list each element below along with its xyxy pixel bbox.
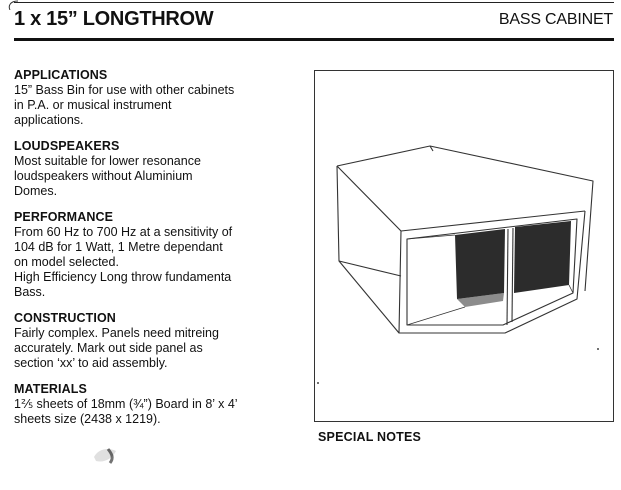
spec-column xyxy=(14,68,309,438)
category-label: BASS CABINET xyxy=(498,11,613,28)
section-body: 1⅖ sheets of 18mm (¾”) Board in 8’ x 4’ sheets size (2438 x 1219). xyxy=(14,397,238,426)
section-heading: LOUDSPEAKERS xyxy=(14,139,120,153)
section-heading: MATERIALS xyxy=(14,382,87,396)
cabinet-drawing xyxy=(315,71,613,421)
section-body: Fairly complex. Panels need mitreing accurately. Mark out side panel as section ‘xx’ to aid assembly. xyxy=(14,326,219,370)
section-heading: CONSTRUCTION xyxy=(14,311,116,325)
top-rule xyxy=(14,2,614,3)
section-heading: PERFORMANCE xyxy=(14,210,114,224)
page-title: 1 x 15” LONGTHROW xyxy=(14,8,214,30)
ink-smudge xyxy=(86,445,124,465)
section-body: Most suitable for lower resonance loudspeakers without Aluminium Domes. xyxy=(14,154,201,198)
section-body: From 60 Hz to 700 Hz at a sensitivity of 104 dB for 1 Watt, 1 Metre dependant on model selected. High Efficiency Long throw fundamenta Bass. xyxy=(14,225,233,299)
cabinet-figure xyxy=(314,70,614,422)
special-notes-heading: SPECIAL NOTES xyxy=(318,430,422,444)
materials-section xyxy=(14,382,309,427)
section-heading: APPLICATIONS xyxy=(14,68,108,82)
performance-section xyxy=(14,210,309,300)
construction-section xyxy=(14,311,309,371)
title-rule xyxy=(14,38,614,41)
loudspeakers-section xyxy=(14,139,309,199)
applications-section xyxy=(14,68,309,128)
section-body: 15” Bass Bin for use with other cabinets in P.A. or musical instrument applications. xyxy=(14,83,235,127)
